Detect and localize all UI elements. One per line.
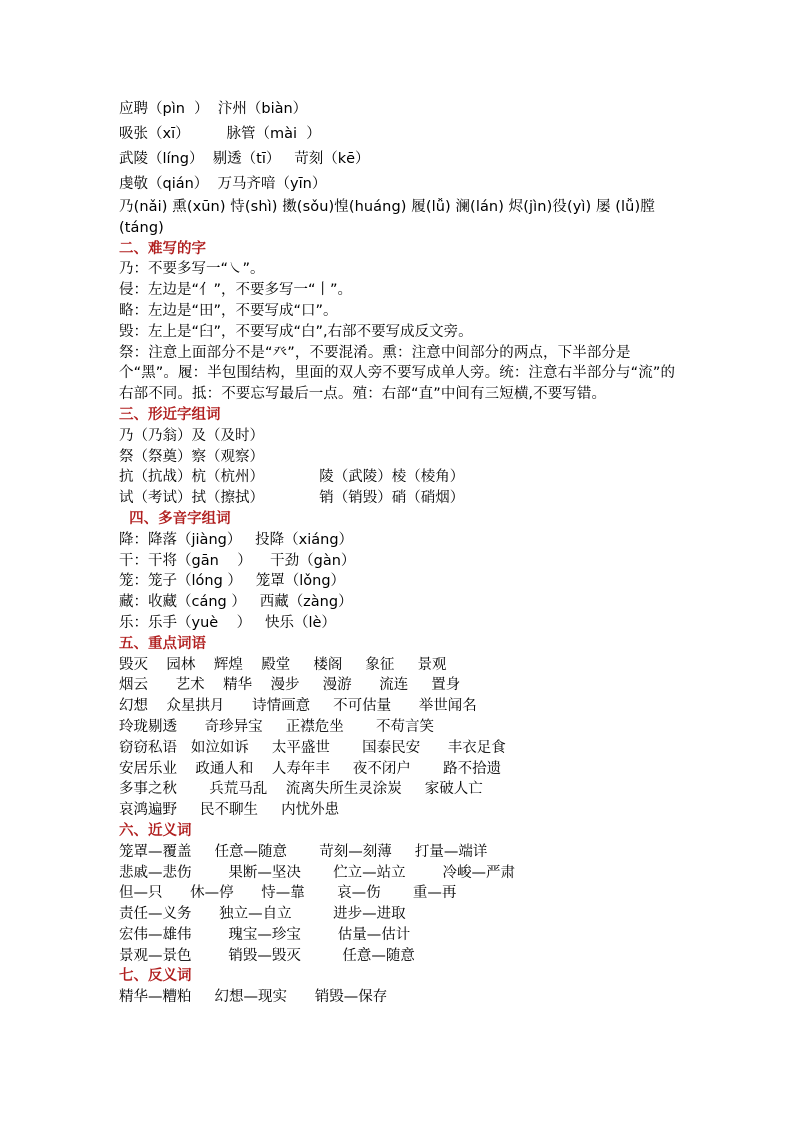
pinyin-line-4: 虔敬（qián） 万马齐喑（yīn）	[119, 176, 327, 192]
section-heading-polyphonic-characters: 四、多音字组词	[119, 510, 231, 527]
synonyms-line-2: 悲戚—悲伤 果断—坚决 伫立—站立 冷峻—严肃	[119, 864, 516, 881]
key-words-line-4: 玲珑剔透 奇珍异宝 正襟危坐 不苟言笑	[119, 718, 434, 735]
synonyms-line-6: 景观—景色 销毁—毁灭 任意—随意	[119, 947, 415, 964]
section-heading-similar-characters: 三、形近字组词	[119, 406, 221, 423]
antonyms-line-1: 精华—糟粕 幻想—现实 销毁—保存	[119, 989, 388, 1006]
section-heading-antonyms: 七、反义词	[119, 968, 192, 985]
key-words-line-6: 安居乐业 政通人和 人寿年丰 夜不闭户 路不拾遗	[119, 760, 502, 777]
pinyin-wrapped-paragraph: 乃(nǎi) 熏(xūn) 恃(shì) 擞(sǒu)惶(huáng) 履(lǚ) 澜(lán) 烬(jìn)役(yì) 屡 (lǚ)膛 (táng)	[119, 199, 655, 236]
section-heading-key-words: 五、重点词语	[119, 635, 206, 652]
key-words-line-5: 窃窃私语 如泣如诉 太平盛世 国泰民安 丰衣足食	[119, 739, 506, 756]
section-hard-characters	[119, 239, 689, 405]
section-antonyms	[119, 966, 689, 1008]
key-words-line-2: 烟云 艺术 精华 漫步 漫游 流连 置身	[119, 677, 461, 694]
key-words-line-7: 多事之秋 兵荒马乱 流离失所生灵涂炭 家破人亡	[119, 781, 483, 798]
section-polyphonic-characters	[119, 509, 689, 634]
hard-character-line-1: 乃：不要多写一“㇏”。	[119, 261, 265, 278]
document-page	[119, 97, 689, 1008]
hard-character-line-2: 侵：左边是“亻”，不要多写一“丨”。	[119, 282, 353, 299]
polyphonic-line-5: 乐：乐手（yuè ） 快乐（lè）	[119, 614, 336, 631]
polyphonic-line-3: 笼：笼子（lóng ） 笼罩（lǒng）	[119, 573, 346, 590]
section-heading-hard-characters: 二、难写的字	[119, 240, 206, 257]
pinyin-line-2: 吸张（xī） 脉管（mài ）	[119, 126, 321, 142]
synonyms-line-5: 宏伟—雄伟 瑰宝—珍宝 估量—估计	[119, 926, 411, 943]
key-words-line-8: 哀鸿遍野 民不聊生 内忧外患	[119, 802, 340, 819]
section-key-words	[119, 634, 689, 821]
section-similar-characters	[119, 405, 689, 509]
section-heading-synonyms: 六、近义词	[119, 822, 192, 839]
synonyms-line-1: 笼罩—覆盖 任意—随意 苛刻—刻薄 打量—端详	[119, 843, 488, 860]
hard-character-line-3: 略：左边是“田”，不要写成“口”。	[119, 302, 338, 319]
polyphonic-line-2: 干：干将（gān ） 干劲（gàn）	[119, 552, 356, 569]
similar-character-line-1: 乃（乃翁）及（及时）	[119, 427, 264, 444]
key-words-line-1: 毁灭 园林 辉煌 殿堂 楼阁 象征 景观	[119, 656, 447, 673]
section-synonyms	[119, 821, 689, 967]
pinyin-line-3: 武陵（líng） 剔透（tī） 苛刻（kē）	[119, 151, 370, 167]
section-pinyin	[119, 97, 689, 239]
similar-character-line-2: 祭（祭奠）察（观察）	[119, 448, 264, 465]
polyphonic-line-1: 降：降落（jiàng） 投降（xiáng）	[119, 531, 354, 548]
synonyms-line-4: 责任—义务 独立—自立 进步—进取	[119, 906, 406, 923]
pinyin-line-1: 应聘（pìn ） 汴州（biàn）	[119, 101, 308, 117]
hard-character-line-4: 毁：左上是“臼”，不要写成“白”,右部不要写成反文旁。	[119, 323, 473, 340]
hard-character-paragraph: 祭：注意上面部分不是“癶”，不要混淆。熏：注意中间部分的两点，下半部分是个“黑”。履：半包围结构，里面的双人旁不要写成单人旁。统：注意右半部分与“流”的右部不同。抵：不要忘写最后一点。殖：右部“直”中间有三短横,不要写错。	[119, 344, 676, 403]
synonyms-line-3: 但—只 休—停 恃—靠 哀—伤 重—再	[119, 885, 457, 902]
similar-character-line-3: 抗（抗战）杭（杭州） 陵（武陵）棱（棱角）	[119, 469, 465, 486]
key-words-line-3: 幻想 众星拱月 诗情画意 不可估量 举世闻名	[119, 698, 477, 715]
similar-character-line-4: 试（考试）拭（擦拭） 销（销毁）硝（硝烟）	[119, 490, 465, 507]
polyphonic-line-4: 藏：收藏（cáng ） 西藏（zàng）	[119, 594, 353, 611]
